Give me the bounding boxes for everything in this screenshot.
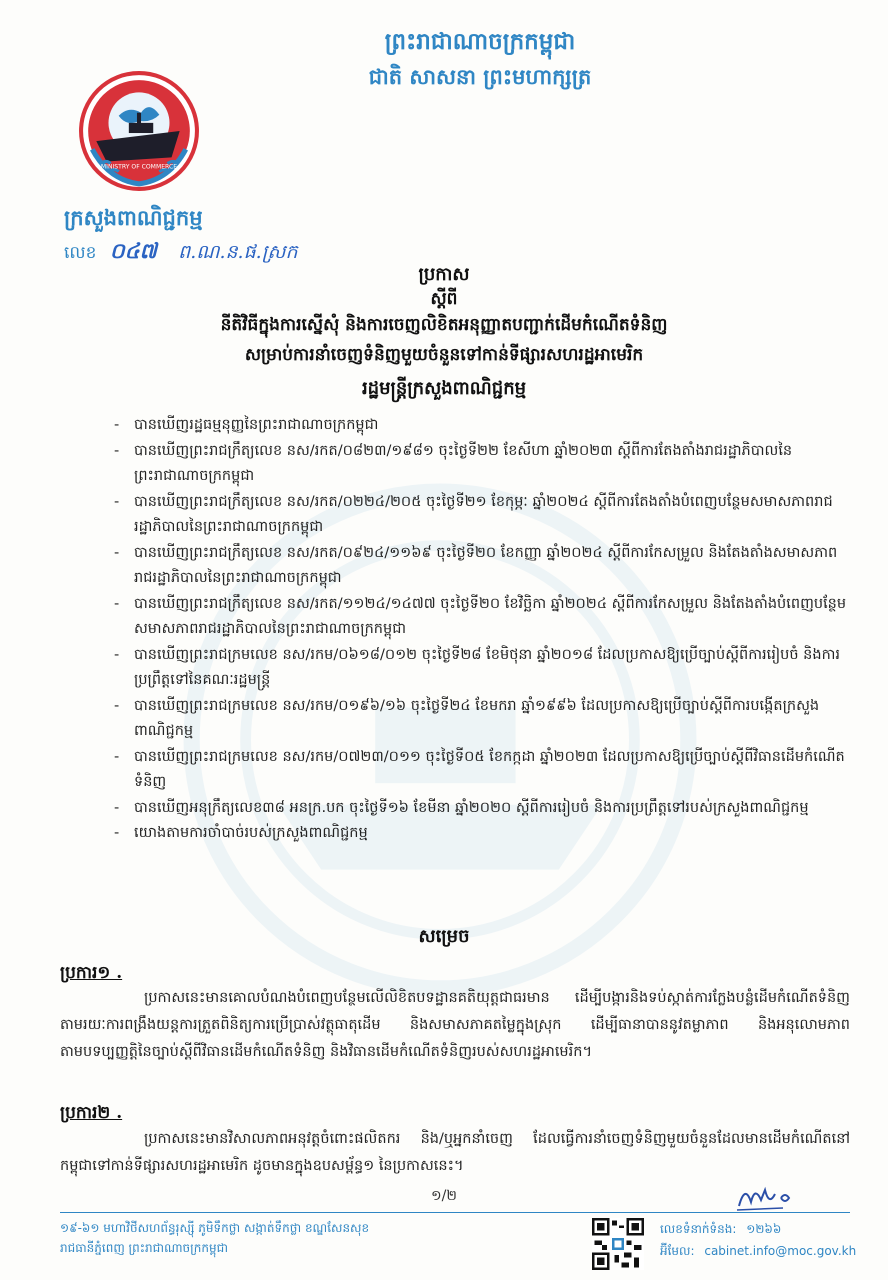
article-1-text: ប្រកាសនេះមានគោលបំណងបំពេញបន្ថែមលើលិខិតបទដ្ឋានគតិយុត្តជាធរមាន ដើម្បីបង្ការនិងទប់ស្កាត់ការក្លែងបន្លំដើមកំណើតទំនិញ តាមរយៈការពង្រឹងយន្តការត្រួតពិនិត្យការប្រើប្រាស់វត្ថុធាតុដើម និងសមាសភាគតម្លៃក្នុងស្រុក ដើម្បីធានាបាននូវតម្លាភាព និងអនុលោមភាពតាមបទប្បញ្ញត្តិនៃច្បាប់ស្តីពីវិធានដើមកំណើតទំនិញ និងវិធានដើមកំណើតទំនិញរបស់សហរដ្ឋអាមេរិក។ xyxy=(60,990,850,1060)
legal-references-list xyxy=(112,413,847,847)
footer-contact xyxy=(660,1218,856,1262)
kingdom-title: ព្រះរាជាណាចក្រកម្ពុជា xyxy=(384,28,576,55)
issuer-title: រដ្ឋមន្ត្រីក្រសួងពាណិជ្ជកម្ម xyxy=(361,378,527,399)
address-line-2: រាជធានីភ្នំពេញ ព្រះរាជាណាចក្រកម្ពុជា xyxy=(60,1241,228,1255)
ministry-logo-icon xyxy=(78,70,200,192)
logo-caption: MINISTRY OF COMMERCE xyxy=(100,163,178,171)
footer-divider xyxy=(60,1212,850,1213)
qr-code-icon[interactable] xyxy=(592,1218,644,1270)
title-about: ស្តីពី xyxy=(430,289,458,309)
list-item: - បានឃើញអនុក្រឹត្យលេខ៣៨ អនក្រ.បក ចុះថ្ងៃទី១៦ ខែមីនា ឆ្នាំ២០២០ ស្តីពីការរៀបចំ និងការប្រព្រឹត្តទៅរបស់ក្រសួងពាណិជ្ជកម្ម xyxy=(112,796,847,822)
address-line-1: ១៩-៦១ មហាវិថីសហព័ន្ធរុស្ស៊ី ភូមិទឹកថ្លា សង្កាត់ទឹកថ្លា ខណ្ឌសែនសុខ xyxy=(60,1221,370,1235)
title-block xyxy=(40,262,848,406)
list-item: - បានឃើញព្រះរាជក្រឹត្យលេខ នស/រកត/០៩២៤/១១៦៩ ចុះថ្ងៃទី២០ ខែកញ្ញា ឆ្នាំ២០២៤ ស្តីពីការកែសម្រួល និងតែងតាំងសមាសភាពរាជរដ្ឋាភិបាលនៃព្រះរាជាណាចក្រកម្ពុជា xyxy=(112,541,847,592)
list-item: - បានឃើញរដ្ឋធម្មនុញ្ញនៃព្រះរាជាណាចក្រកម្ពុជា xyxy=(112,413,847,439)
title-line-1: នីតិវិធីក្នុងការស្នើសុំ និងការចេញលិខិតអនុញ្ញាតបញ្ជាក់ដើមកំណើតទំនិញ xyxy=(220,315,668,335)
page-number: ១/២ xyxy=(431,1188,457,1204)
list-item: - យោងតាមការចាំបាច់របស់ក្រសួងពាណិជ្ជកម្ម xyxy=(112,821,847,847)
list-item: - បានឃើញព្រះរាជក្រមលេខ នស/រកម/០៧២៣/០១១ ចុះថ្ងៃទី០៥ ខែកក្កដា ឆ្នាំ២០២៣ ដែលប្រកាសឱ្យប្រើច្បាប់ស្តីពីវិធានដើមកំណើតទំនិញ xyxy=(112,745,847,796)
reference-label: លេខ xyxy=(64,243,97,263)
list-item: - បានឃើញព្រះរាជក្រមលេខ នស/រកម/០១៩៦/១៦ ចុះថ្ងៃទី២៤ ខែមករា ឆ្នាំ១៩៩៦ ដែលប្រកាសឱ្យប្រើច្បាប់ស្តីពីការបង្កើតក្រសួងពាណិជ្ជកម្ម xyxy=(112,694,847,745)
list-item: - បានឃើញព្រះរាជក្រឹត្យលេខ នស/រកត/០៨២៣/១៩៨១ ចុះថ្ងៃទី២២ ខែសីហា ឆ្នាំ២០២៣ ស្តីពីការតែងតាំងរាជរដ្ឋាភិបាលនៃព្រះរាជាណាចក្រកម្ពុជា xyxy=(112,439,847,490)
article-2-text: ប្រកាសនេះមានវិសាលភាពអនុវត្តចំពោះផលិតករ និង/ឬអ្នកនាំចេញ ដែលធ្វើការនាំចេញទំនិញមួយចំនួនដែលមានដើមកំណើតនៅកម្ពុជាទៅកាន់ទីផ្សារសហរដ្ឋអាមេរិក ដូចមានក្នុងឧបសម្ព័ន្ធ១ នៃប្រកាសនេះ។ xyxy=(60,1131,850,1174)
footer-address xyxy=(60,1218,369,1258)
decides-heading: សម្រេច xyxy=(418,926,470,947)
email-row xyxy=(660,1240,856,1262)
reference-code: ព.ណ.ន.ផ.ស្រក xyxy=(178,241,298,263)
email-label: អ៊ីមែល: xyxy=(660,1244,695,1258)
list-item: - បានឃើញព្រះរាជក្រឹត្យលេខ នស/រកត/០២២៤/២០៥ ចុះថ្ងៃទី២១ ខែកុម្ភៈ ឆ្នាំ២០២៤ ស្តីពីការតែងតាំងបំពេញបន្ថែមសមាសភាពរាជរដ្ឋាភិបាលនៃព្រះរាជាណាចក្រកម្ពុជា xyxy=(112,490,847,541)
article-2-heading: ប្រការ២ . xyxy=(60,1103,123,1123)
hotline-row xyxy=(660,1218,856,1240)
national-motto: ជាតិ សាសនា ព្រះមហាក្សត្រ xyxy=(368,64,592,89)
ministry-name: ក្រសួងពាណិជ្ជកម្ម xyxy=(64,205,203,230)
email-link[interactable]: cabinet.info@moc.gov.kh xyxy=(704,1244,857,1258)
title-line-2: សម្រាប់ការនាំចេញទំនិញមួយចំនួនទៅកាន់ទីផ្សារសហរដ្ឋអាមេរិក xyxy=(244,345,644,365)
initials-signature-icon xyxy=(735,1180,815,1214)
hotline-number: ១២៦៦ xyxy=(746,1222,782,1236)
list-item: - បានឃើញព្រះរាជក្រមលេខ នស/រកម/០៦១៨/០១២ ចុះថ្ងៃទី២៨ ខែមិថុនា ឆ្នាំ២០១៨ ដែលប្រកាសឱ្យប្រើច្បាប់ស្តីពីការរៀបចំ និងការប្រព្រឹត្តទៅនៃគណៈរដ្ឋមន្ត្រី xyxy=(112,643,847,694)
document-type: ប្រកាស xyxy=(418,264,470,285)
article-1-heading: ប្រការ១ . xyxy=(60,963,123,983)
list-item: - បានឃើញព្រះរាជក្រឹត្យលេខ នស/រកត/១១២៤/១៤៧៧ ចុះថ្ងៃទី២០ ខែវិច្ឆិកា ឆ្នាំ២០២៤ ស្តីពីការកែសម្រួល និងតែងតាំងបំពេញបន្ថែមសមាសភាពរាជរដ្ឋាភិបាលនៃព្រះរាជាណាចក្រកម្ពុជា xyxy=(112,592,847,643)
hotline-label: លេខទំនាក់ទំនង: xyxy=(660,1222,737,1236)
reference-number: ០៤៧ xyxy=(109,238,157,263)
